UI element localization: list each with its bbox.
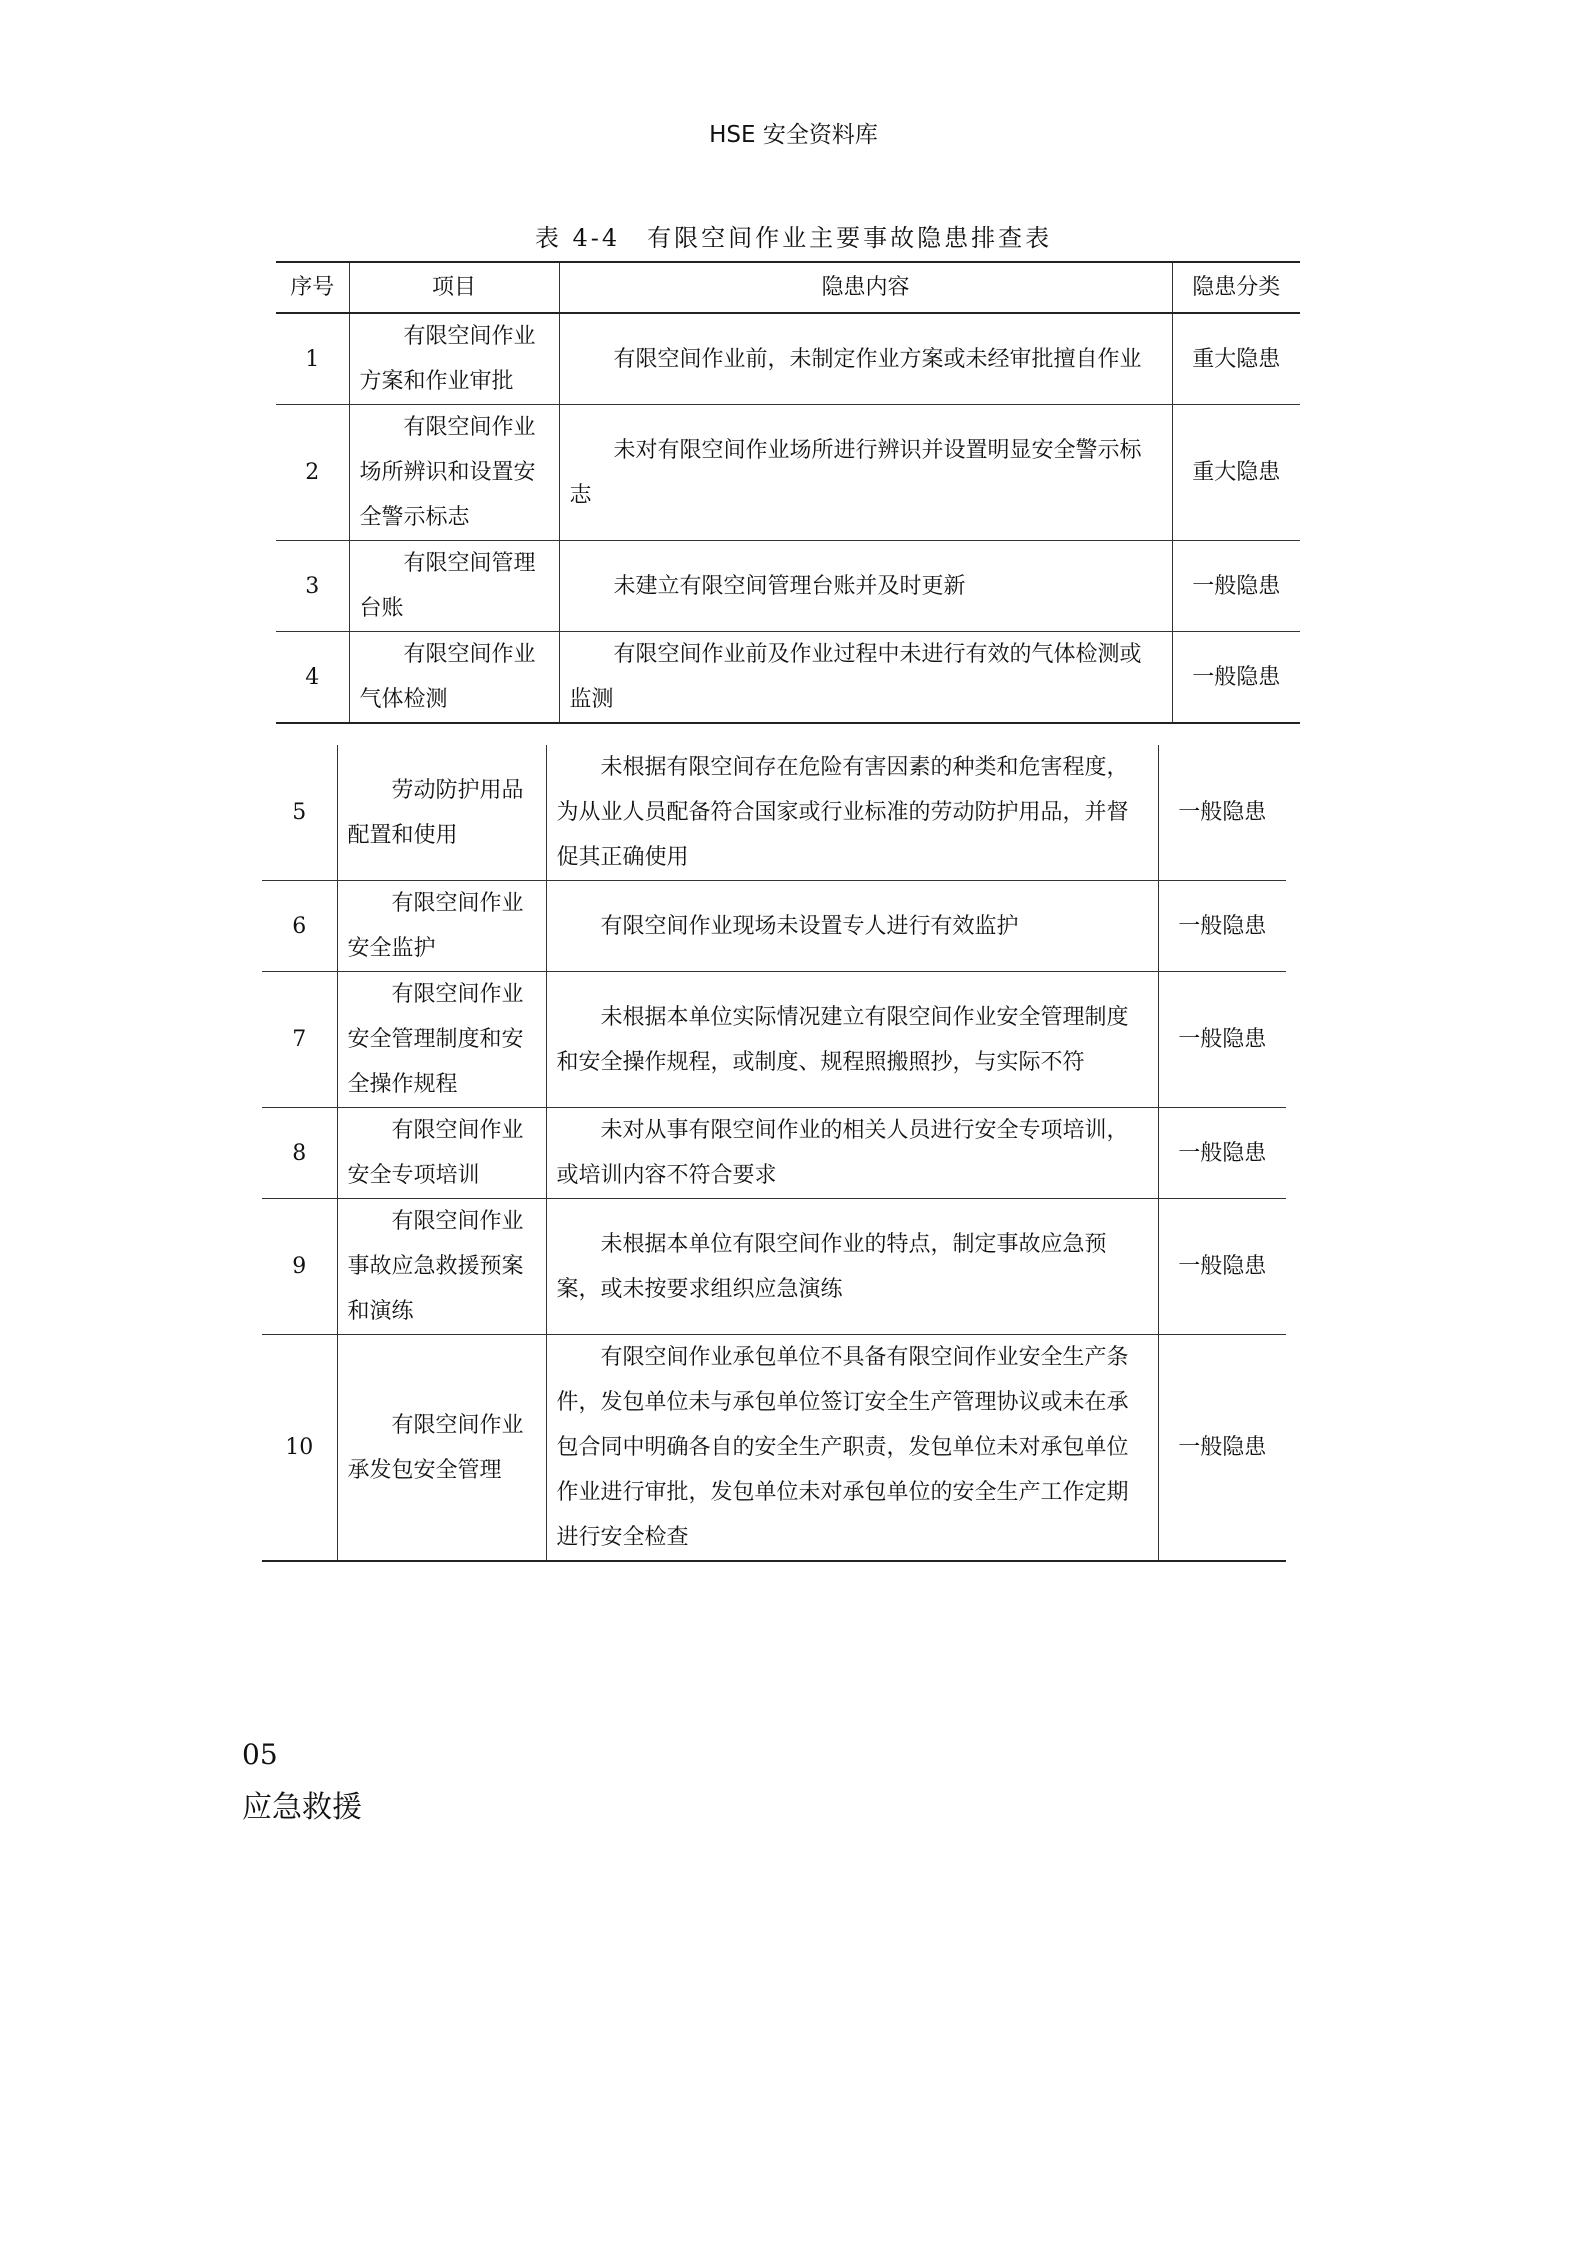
- table-row: [262, 745, 1286, 881]
- hazard-table-part-2: [262, 745, 1286, 1562]
- row-item: 有限空间作业气体检测: [349, 632, 559, 724]
- row-category: 一般隐患: [1158, 881, 1286, 972]
- table-row: [262, 1335, 1286, 1562]
- row-no: 2: [276, 405, 349, 541]
- row-no: 6: [262, 881, 337, 972]
- row-desc: 未根据本单位实际情况建立有限空间作业安全管理制度和安全操作规程，或制度、规程照搬照抄，与实际不符: [546, 972, 1158, 1108]
- table-row: [276, 313, 1300, 405]
- row-category: 一般隐患: [1172, 632, 1300, 724]
- column-header-no: 序号: [276, 262, 349, 313]
- row-category: 一般隐患: [1158, 972, 1286, 1108]
- row-desc: 有限空间作业现场未设置专人进行有效监护: [546, 881, 1158, 972]
- row-category: 一般隐患: [1172, 541, 1300, 632]
- table-row: [262, 972, 1286, 1108]
- row-category: 重大隐患: [1172, 405, 1300, 541]
- row-item: 有限空间作业场所辨识和设置安全警示标志: [349, 405, 559, 541]
- table-row: [262, 881, 1286, 972]
- section-title: 应急救援: [242, 1790, 362, 1825]
- row-no: 5: [262, 745, 337, 881]
- row-category: 一般隐患: [1158, 745, 1286, 881]
- row-desc: 有限空间作业承包单位不具备有限空间作业安全生产条件，发包单位未与承包单位签订安全生产管理协议或未在承包合同中明确各自的安全生产职责，发包单位未对承包单位作业进行审批，发包单位未对承包单位的安全生产工作定期进行安全检查: [546, 1335, 1158, 1562]
- row-no: 10: [262, 1335, 337, 1562]
- column-header-category: 隐患分类: [1172, 262, 1300, 313]
- row-item: 有限空间作业方案和作业审批: [349, 313, 559, 405]
- row-desc: 未对有限空间作业场所进行辨识并设置明显安全警示标志: [559, 405, 1172, 541]
- row-desc: 未根据有限空间存在危险有害因素的种类和危害程度，为从业人员配备符合国家或行业标准的劳动防护用品，并督促其正确使用: [546, 745, 1158, 881]
- table-row: [276, 541, 1300, 632]
- row-no: 3: [276, 541, 349, 632]
- row-desc: 未根据本单位有限空间作业的特点，制定事故应急预案，或未按要求组织应急演练: [546, 1199, 1158, 1335]
- table-row: [276, 405, 1300, 541]
- page-header: HSE 安全资料库: [709, 122, 878, 148]
- row-no: 4: [276, 632, 349, 724]
- row-item: 有限空间作业安全管理制度和安全操作规程: [337, 972, 546, 1108]
- row-no: 8: [262, 1108, 337, 1199]
- row-no: 7: [262, 972, 337, 1108]
- column-header-desc: 隐患内容: [559, 262, 1172, 313]
- table-row: [262, 1199, 1286, 1335]
- row-item: 劳动防护用品配置和使用: [337, 745, 546, 881]
- table-row: [262, 1108, 1286, 1199]
- row-desc: 有限空间作业前及作业过程中未进行有效的气体检测或监测: [559, 632, 1172, 724]
- section-number: 05: [242, 1738, 278, 1771]
- row-no: 1: [276, 313, 349, 405]
- row-desc: 有限空间作业前，未制定作业方案或未经审批擅自作业: [559, 313, 1172, 405]
- row-category: 一般隐患: [1158, 1199, 1286, 1335]
- table-caption: 表 4-4 有限空间作业主要事故隐患排查表: [534, 224, 1053, 252]
- row-category: 一般隐患: [1158, 1335, 1286, 1562]
- row-category: 重大隐患: [1172, 313, 1300, 405]
- row-item: 有限空间作业事故应急救援预案和演练: [337, 1199, 546, 1335]
- row-no: 9: [262, 1199, 337, 1335]
- row-item: 有限空间作业承发包安全管理: [337, 1335, 546, 1562]
- hazard-table-part-1: [276, 261, 1300, 724]
- row-category: 一般隐患: [1158, 1108, 1286, 1199]
- row-item: 有限空间管理台账: [349, 541, 559, 632]
- row-item: 有限空间作业安全专项培训: [337, 1108, 546, 1199]
- row-desc: 未建立有限空间管理台账并及时更新: [559, 541, 1172, 632]
- row-item: 有限空间作业安全监护: [337, 881, 546, 972]
- table-row: [276, 632, 1300, 724]
- table-header-row: [276, 262, 1300, 313]
- row-desc: 未对从事有限空间作业的相关人员进行安全专项培训，或培训内容不符合要求: [546, 1108, 1158, 1199]
- column-header-item: 项目: [349, 262, 559, 313]
